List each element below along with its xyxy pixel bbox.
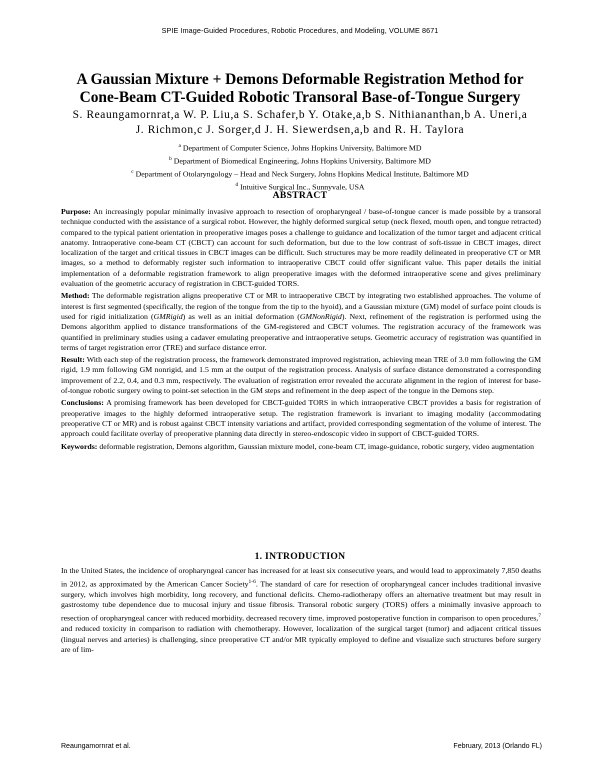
running-head: SPIE Image-Guided Procedures, Robotic Procedures, and Modeling, VOLUME 8671: [161, 26, 439, 35]
abstract-method: Method: The deformable registration aligns preoperative CT or MR to intraoperative CBCT by integrating two established approaches. The volume of interest is first segmented (specifically, the region of the tongue from the tip to the hyoid), and a Gaussian mixture (GM) model of surface point clouds is used for rigid initialization (GMRigid) as well as an initial deformation (GMNonRigid). Next, refinement of the registration is performed using the Demons algorithm applied to distance transformations of the GM-registered and CBCT volumes. The registration accuracy of the framework was quantified in preliminary studies using a cadaver emulating preoperative and intraoperative setups. Geometric accuracy of registration was quantified in terms of target registration error (TRE) and surface distance error.: [61, 291, 542, 352]
affiliations: [30, 141, 570, 193]
affiliation-a: $^a$ Department of Computer Science, Johns Hopkins University, Baltimore MD: [178, 143, 422, 153]
abstract-body: [61, 207, 541, 454]
affiliation-d: $^d$ Intuitive Surgical Inc., Sunnyvale, USA: [235, 182, 365, 192]
abstract-heading: ABSTRACT: [272, 190, 328, 201]
authors-line-2: J. Richmon,c J. Sorger,d J. H. Siewerdsen,a,b and R. H. Taylora: [135, 124, 465, 136]
title-line-2: Cone-Beam CT-Guided Robotic Transoral Base-of-Tongue Surgery: [79, 89, 521, 106]
abstract-conclusions: Conclusions: A promising framework has been developed for CBCT-guided TORS in which intraoperative CBCT provides a basis for registration of preoperative images to the highly deformed intraoperative setup. The registration framework is invariant to imaging modality (accommodating preoperative CT or MR) and is robust against CBCT intensity variations and artifact, provided corresponding segmentation of the volume of interest. The approach could facilitate overlay of preoperative planning data directly in stereo-endoscopic video in support of CBCT-guided TORS.: [61, 398, 541, 439]
authors-line-1: S. Reaungamornrat,a W. P. Liu,a S. Schafer,b Y. Otake,a,b S. Nithiananthan,b A. Uneri,a: [72, 109, 528, 121]
abstract-keywords: Keywords: deformable registration, Demons algorithm, Gaussian mixture model, cone-beam CT, image-guidance, robotic surgery, video augmentation: [61, 441, 534, 451]
section-heading-introduction: 1. INTRODUCTION: [254, 551, 346, 562]
footer-authors: Reaungamornrat et al.: [61, 743, 131, 750]
footer-date: February, 2013 (Orlando FL): [453, 743, 542, 750]
introduction-paragraph: In the United States, the incidence of oropharyngeal cancer has increased for at least six consecutive years, and would lead to approximately 7,850 deaths in 2012, as approximated by the American Cancer Society$^{1-6}$. The standard of care for resection of oropharyngeal cancer includes traditional invasive surgery, which involves high morbidity, long recovery, and functional deficits. Chemo-radiotherapy offers an alternative treatment but may result in gastrostomy tube dependence due to mucosal injury and tissue fibrosis. Transoral robotic surgery (TORS) offers a minimally invasive approach to resection of oropharyngeal cancer with reduced morbidity, decreased recovery time, improved postoperative function in comparison to open procedures,$^7$ and reduced toxicity in comparison to radiation with chemotherapy. However, localization of the surgical target (tumor) and adjacent critical tissues (lingual nerves and arteries) is challenging, since preoperative CT and/or MR typically employed to define and visualize such structures before surgery are of lim-: [61, 566, 541, 655]
paper-title: [30, 71, 570, 107]
title-line-1: A Gaussian Mixture + Demons Deformable Registration Method for: [76, 71, 524, 88]
author-list: [30, 108, 570, 138]
affiliation-b: $^b$ Department of Biomedical Engineering, Johns Hopkins University, Baltimore MD: [169, 156, 431, 166]
abstract-result: Result: With each step of the registration process, the framework demonstrated improved registration, achieving mean TRE of 3.0 mm following the GM rigid, 1.9 mm following GM nonrigid, and 1.5 mm at the output of the registration process. Analysis of surface distance demonstrated a corresponding improvement of 2.2, 0.4, and 0.3 mm, respectively. The evaluation of registration error revealed the accurate alignment in the region of interest for base-of-tongue robotic surgery owing to point-set selection in the GM steps and refinement in the deep aspect of the tongue in the Demons step.: [61, 355, 542, 396]
abstract-purpose: Purpose: An increasingly popular minimally invasive approach to resection of oropharyngeal / base-of-tongue cancer is made possible by a transoral technique conducted with the assistance of a surgical robot. However, the highly deformed surgical setup (neck flexed, mouth open, and tongue retracted) compared to the typical patient orientation in preoperative images poses a challenge to guidance and localization of the tumor target and adjacent critical anatomy. Intraoperative cone-beam CT (CBCT) can account for such deformation, but due to the low contrast of soft-tissue in CBCT images, direct localization of the target and critical tissues in CBCT images can be difficult. Such structures may be more readily delineated in preoperative CT or MR images, so a method to deformably register such information to intraoperative CBCT could offer significant value. This paper details the initial implementation of a deformable registration framework to align preoperative images with the deformed intraoperative scene and gives preliminary evaluation of the geometric accuracy of registration in CBCT-guided TORS.: [61, 207, 541, 289]
affiliation-c: $^c$ Department of Otolaryngology – Head and Neck Surgery, Johns Hopkins Medical Institute, Baltimore MD: [131, 169, 469, 179]
